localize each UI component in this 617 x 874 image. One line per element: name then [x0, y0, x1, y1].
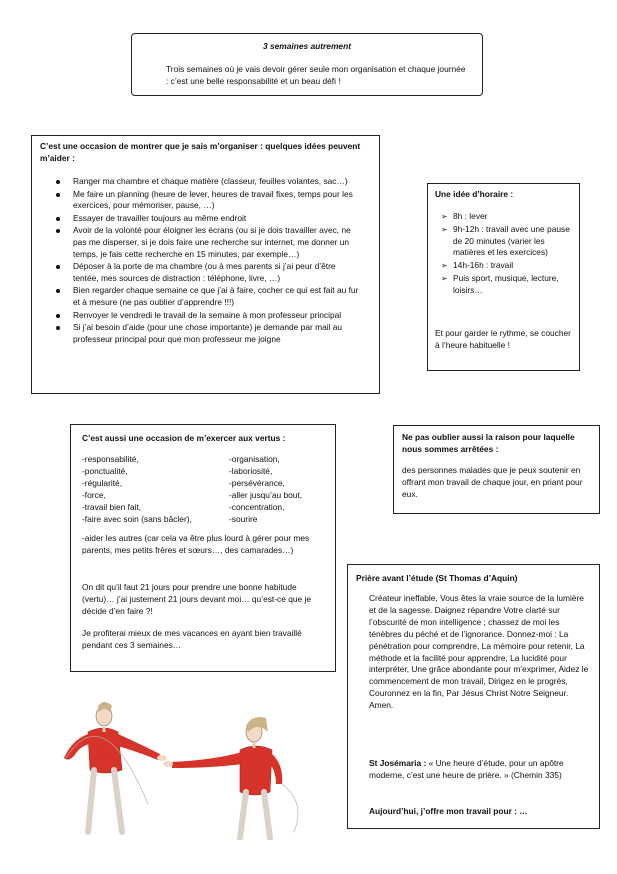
reason-heading: Ne pas oublier aussi la raison pour laquelle nous sommes arrêtées : [402, 432, 575, 454]
virtue-item: -aller jusqu’au bout, [229, 489, 303, 500]
prayer-box [347, 564, 600, 829]
fencers-image [44, 692, 322, 840]
prayer-closing: Aujourd’hui, j’offre mon travail pour : … [369, 806, 528, 816]
prayer-heading: Prière avant l’étude (St Thomas d’Aquin) [356, 573, 518, 583]
virtue-item: -travail bien fait, [82, 501, 142, 512]
list-item: Essayer de travailler toujours au même endroit [32, 213, 377, 225]
virtues-column-right [229, 454, 302, 525]
reason-box [393, 425, 600, 514]
bullet-icon [56, 314, 60, 318]
bullet-icon [56, 265, 60, 269]
schedule-box [427, 183, 580, 371]
list-item: Ranger ma chambre et chaque matière (classeur, feuilles volantes, sac…) [32, 176, 377, 188]
list-item: ➢ 8h : lever [441, 211, 488, 221]
arrow-bullet-icon: ➢ [441, 273, 448, 283]
virtues-heading: C’est aussi une occasion de m’exercer aux vertus : [82, 433, 286, 443]
organize-list [32, 176, 377, 346]
arrow-bullet-icon: ➢ [441, 224, 448, 234]
list-item: ➢ Puis sport, musique, lecture, loisirs… [441, 272, 559, 295]
virtue-item: -ponctualité, [82, 465, 128, 476]
bullet-icon [56, 229, 60, 233]
list-item: Si j’ai besoin d’aide (pour une chose importante) je demande par mail au professeur principal pour que mon professeur me joigne [32, 322, 377, 345]
bullet-icon [56, 193, 60, 197]
schedule-heading: Une idée d’horaire : [435, 189, 514, 199]
prayer-quote [369, 758, 591, 782]
bullet-icon [56, 289, 60, 293]
virtue-item: -force, [82, 489, 106, 500]
organize-box [31, 135, 380, 394]
virtue-item: -faire avec soin (sans bâcler), [82, 513, 192, 524]
holidays-paragraph: Je profiterai mieux de mes vacances en ayant bien travaillé pendant ces 3 semaines… [82, 628, 302, 650]
list-item: Déposer à la porte de ma chambre (ou à mes parents si j’ai peur d’être tentée, mes sources de distraction : téléphone, livre, …) [32, 261, 377, 284]
list-item: Me faire un planning (heure de lever, heures de travail fixes, temps pour les exercices, pour mémoriser, pause, …) [32, 189, 377, 212]
document-subtitle: Trois semaines où je vais devoir gérer seule mon organisation et chaque journée : c’est une belle responsabilité et un beau défi ! [166, 64, 466, 86]
virtue-item: -concentration, [229, 501, 285, 512]
arrow-bullet-icon: ➢ [441, 212, 448, 221]
left-fencer-figure [64, 702, 167, 832]
virtue-item: -laboriosité, [229, 465, 273, 476]
habit-paragraph: On dit qu’il faut 21 jours pour prendre une bonne habitude (vertu)… j’ai justement 21 jours devant moi… qu’est-ce que je décide d’en faire ?! [82, 582, 312, 616]
prayer-amen: Amen. [369, 700, 394, 711]
schedule-list [428, 211, 578, 298]
quote-author: St Josémaria : [369, 758, 427, 768]
fencers-illustration [44, 692, 322, 840]
virtue-item: -persévérance, [229, 477, 285, 488]
list-item: ➢ 9h-12h : travail avec une pause de 20 minutes (varier les matières et les exercices) [441, 223, 570, 258]
virtues-column-left [82, 454, 192, 525]
bullet-icon [56, 326, 60, 330]
organize-heading: C’est une occasion de montrer que je sais m’organiser : quelques idées peuvent m’aider : [40, 141, 361, 163]
virtue-item: -régularité, [82, 477, 123, 488]
virtues-box [70, 424, 336, 672]
prayer-text: Créateur ineffable, Vous êtes la vraie source de la lumière et de la sagesse. Daignez répandre Votre clarté sur l’obscurité de mon intelligence ; chassez de moi les ténèbres du péché et de l’ignorance. Donnez-moi : La pénétration pour comprendre, La mémoire pour retenir, La méthode et la facilité pour apprendre, La lucidité pour interpréter, Une grâce abondante pour m’exprimer, Aidez le commencement de mon travail, Dirigez en le progrès, Couronnez en la fin, Par Jésus Christ Notre Seigneur. [369, 593, 589, 699]
virtue-item: -sourire [229, 513, 258, 524]
prayer-body [369, 593, 591, 712]
list-item: ➢ 14h-16h : travail [441, 260, 514, 271]
bullet-icon [56, 217, 60, 221]
right-fencer-figure [163, 717, 298, 838]
list-item: Bien regarder chaque semaine ce que j’ai à faire, cocher ce qui est fait au fur et à mesure (ne pas oublier d’apprendre !!!) [32, 285, 377, 308]
virtue-extra: -aider les autres (car cela va être plus lourd à gérer pour mes parents, mes petits frères et sœurs…, des camarades…) [82, 533, 310, 555]
header-box [131, 33, 483, 96]
list-item: Renvoyer le vendredi le travail de la semaine à mon professeur principal [32, 310, 377, 322]
schedule-footer: Et pour garder le rythme, se coucher à l’heure habituelle ! [435, 328, 571, 350]
bullet-icon [56, 180, 60, 184]
virtue-item: -responsabilité, [82, 454, 139, 464]
arrow-bullet-icon: ➢ [441, 261, 448, 271]
quote-text: « Une heure d’étude, pour un apôtre moderne, c’est une heure de prière. » (Chemin 335) [369, 758, 564, 780]
reason-body: des personnes malades que je peux soutenir en offrant mon travail de chaque jour, en priant pour eux. [402, 465, 583, 499]
list-item: Avoir de la volonté pour éloigner les écrans (ou si je dois travailler avec, ne pas me disperser, si je dois faire une recherche sur internet, me donner un temps, je fais cette recherche en 15 minutes, par exemple…) [32, 225, 377, 260]
virtue-item: -organisation, [229, 454, 280, 464]
document-title: 3 semaines autrement [263, 41, 351, 51]
